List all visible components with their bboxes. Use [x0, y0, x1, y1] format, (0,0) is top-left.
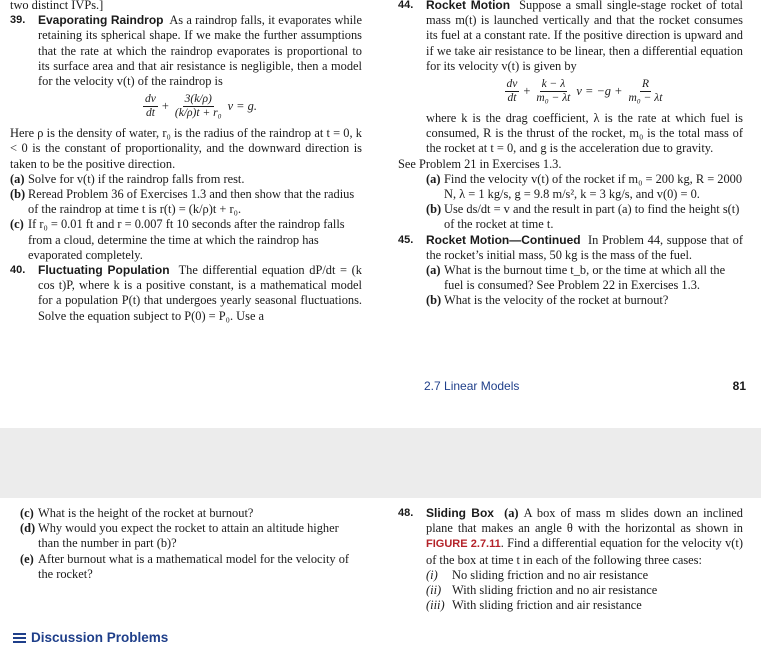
figure-reference-link[interactable]: FIGURE 2.7.11 — [426, 538, 501, 551]
problem-number: 44. — [398, 0, 414, 11]
list-item: (iii) With sliding friction and air resistance — [426, 598, 642, 613]
problem-title: Fluctuating Population — [38, 263, 170, 278]
list-item: (b) What is the velocity of the rocket at burnout? — [426, 293, 669, 308]
problem-body: As a raindrop falls, it evaporates while retaining its spherical shape. If we make the further assumptions that the rate at which the raindrop evaporates is proportional to its surface area and that air resistance is negligible, then a model for the velocity v(t) of the raindrop is — [38, 13, 362, 89]
equation-raindrop: $\frac{dv}{dt}$ + $\frac{3(k/\rho)}{\text{(k/ρ)t + r₀}}$ v = g. — [145, 93, 257, 120]
problem-number: 40. — [10, 264, 26, 277]
problem-title: Rocket Motion—Continued — [426, 232, 581, 247]
intro-line: two distinct IVPs.] — [10, 0, 104, 12]
problem-number: 39. — [10, 14, 26, 27]
list-item: (c) If r₀ = 0.01 ft and r = 0.007 ft 10 seconds after the raindrop falls from a cloud, determine the time at which the raindrop has evaporated completely. — [10, 217, 345, 262]
list-item: (b) Use ds/dt = v and the result in part (a) to find the height s(t) of the rocket at time t. — [426, 202, 740, 232]
list-item: (d) Why would you expect the rocket to attain an altitude higher than the number in part (b)? — [20, 521, 339, 551]
page-bottom — [0, 498, 761, 653]
list-item: (ii) With sliding friction and no air resistance — [426, 583, 658, 598]
left-column-top — [10, 0, 362, 324]
equation-rocket: $\frac{dv}{dt}$ + $\frac{k - \lambda}{\text{m₀ − λt}}$ v = −g + $\frac{R}{\text{m₀ − λt}}$ — [506, 78, 663, 105]
section-bars-icon — [13, 631, 26, 645]
right-column-top — [398, 0, 743, 309]
page-number: 81 — [732, 379, 746, 393]
problem-number: 45. — [398, 233, 414, 246]
problem-body: The differential equation dP/dt = (k cos t)P, where k is a positive constant, is a mathematical model for a population P(t) that undergoes yearly seasonal fluctuations. Solve the equation subject to P(0) = P₀. Use a — [38, 263, 362, 323]
list-item: (i) No sliding friction and no air resistance — [426, 567, 649, 582]
right-column-bottom — [398, 506, 743, 613]
left-column-bottom — [10, 506, 362, 582]
problem-title: Evaporating Raindrop — [38, 13, 164, 28]
problem-number: 48. — [398, 507, 414, 519]
page-footer — [424, 379, 746, 393]
list-item: (e) After burnout what is a mathematical model for the velocity of the rocket? — [20, 551, 350, 581]
problem-body: Suppose a small single-stage rocket of total mass m(t) is launched vertically and that the rocket consumes its fuel at a constant rate. If the positive direction is upward and if we take air resistance to be linear, then a differential equation for its velocity v(t) is given by — [426, 0, 743, 73]
section-title: 2.7 Linear Models — [424, 379, 520, 393]
problem-44 — [398, 0, 743, 157]
list-item: (a) What is the burnout time t_b, or the time at which all the fuel is consumed? See Problem 22 in Exercises 1.3. — [426, 263, 726, 293]
list-item: (a) Find the velocity v(t) of the rocket if m₀ = 200 kg, R = 2000 N, λ = 1 kg/s, g = 9.8 m/s², k = 3 kg/s, and v(0) = 0. — [426, 171, 743, 202]
problem-title: Sliding Box — [426, 506, 494, 520]
page-gap — [0, 428, 761, 498]
discussion-heading: Discussion Problems — [13, 630, 168, 645]
problem-45 — [398, 233, 743, 263]
problem-after-text: where k is the drag coefficient, λ is the rate at which fuel is consumed, R is the thrust of the rocket, m₀ is the total mass of the rocket at t = 0, and g is the acceleration due to gravity. — [426, 111, 743, 156]
problem-body: In Problem 44, suppose that of the rocket’s initial mass, 50 kg is the mass of the fuel. — [426, 232, 743, 262]
problem-40 — [10, 263, 362, 324]
see-reference: See Problem 21 in Exercises 1.3. — [398, 156, 562, 171]
list-item: (a) Solve for v(t) if the raindrop falls from rest. — [10, 171, 245, 186]
list-item: (c) What is the height of the rocket at burnout? — [20, 506, 254, 520]
problem-48: 48. Sliding Box (a) A box of mass m slides down an inclined plane that makes an angle θ with the horizontal as shown in FIGURE 2.7.11. Find a differential equation for the velocity v(t) of the box at time t in each of the following three cases: — [398, 506, 743, 567]
problem-after-text: Here ρ is the density of water, r₀ is the radius of the raindrop at t = 0, k < 0 is the constant of proportionality, and the downward direction is taken to be the positive direction. — [10, 126, 362, 171]
problem-39 — [10, 13, 362, 120]
list-item: (b) Reread Problem 36 of Exercises 1.3 and then show that the radius of the raindrop at time t is r(t) = (k/ρ)t + r₀. — [10, 187, 355, 217]
problem-title: Rocket Motion — [426, 0, 511, 12]
